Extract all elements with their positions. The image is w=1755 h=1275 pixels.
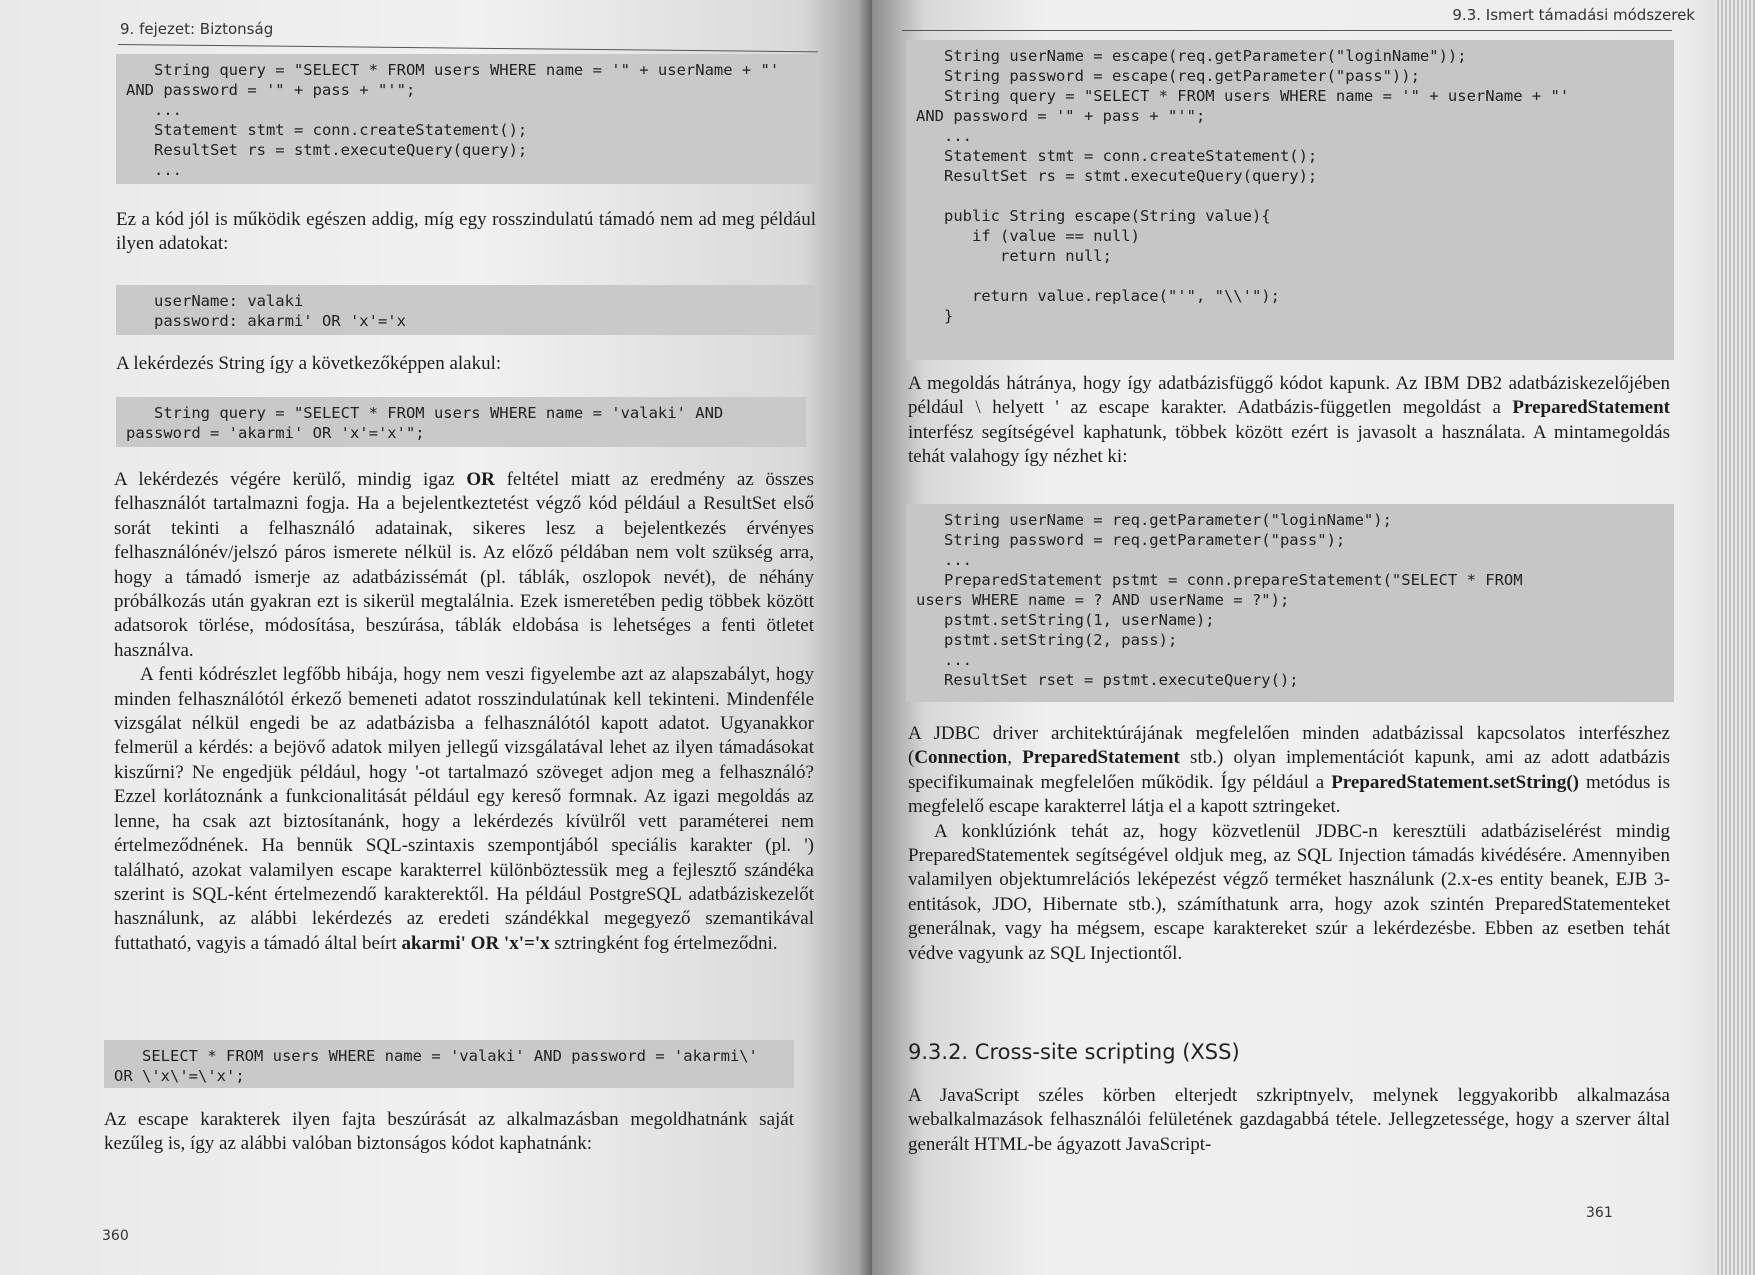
right-code-block-2: String userName = req.getParameter("loginName"); String password = req.getParameter("pass"); ... PreparedStatement pstmt = conn.prepareStatement("SELECT * FROM users WHERE name = ? AND userName = ?"); pstmt.setString(1, userName); pstmt.setString(2, pass); ... ResultSet rset = pstmt.executeQuery();: [906, 504, 1674, 702]
right-para1-post: interfész segítségével kaphatunk, többek között ezért is javasolt a használata. A mintamegoldás tehát valahogy így nézhet ki:: [908, 421, 1670, 468]
section-title: Cross-site scripting (XSS): [974, 1040, 1240, 1064]
right-para2-d: stb.) olyan implementációt kapunk, ami az adott adatbázis specifikumainak megfelelően működik. Így például a: [908, 747, 1670, 793]
left-para4-bold: akarmi' OR 'x'='x: [401, 932, 550, 954]
section-heading: [908, 1040, 1240, 1064]
right-para1-bold: PreparedStatement: [1512, 397, 1670, 419]
right-para2-a: A JDBC driver architektúrájának megfelelően minden adatbázissal kapcsolatos interfészhez (: [908, 723, 1670, 769]
left-paragraph-2-text: A lekérdezés String így a következőképpen alakul:: [116, 353, 502, 374]
left-paragraph-4-text: [114, 663, 814, 956]
right-paragraph-4: [908, 1084, 1670, 1157]
section-number: 9.3.2.: [908, 1040, 969, 1064]
left-paragraph-5: [104, 1108, 794, 1157]
left-paragraph-1: [116, 208, 816, 257]
right-para2-bold-setstring: PreparedStatement.setString(): [1331, 771, 1580, 793]
right-code-block-1: String userName = escape(req.getParameter("loginName")); String password = escape(req.getParameter("pass")); String query = "SELECT * FROM users WHERE name = '" + userName + "' AND password = '" + pass + "'"; ... Statement stmt = conn.createStatement(); ResultSet rs = stmt.executeQuery(query); public String escape(String value){ if (value == null) return null; return value.replace("'", "\\'"); }: [906, 40, 1674, 360]
right-paragraph-2: [908, 722, 1670, 966]
left-para3-bold: OR: [466, 469, 495, 490]
right-para2-e: metódus is megfelelő escape karakterrel látja el a kapott sztringeket.: [908, 771, 1670, 818]
right-paragraph-4-text: A JavaScript széles körben elterjedt szkriptnyelv, melynek leggyakoribb alkalmazása webalkalmazások felhasználói felületének gazdagabbá tétele. Jellegzetessége, hogy a szerver által generált HTML-be ágyazott JavaScript-: [908, 1085, 1670, 1155]
left-para4-pre: A fenti kódrészlet legfőbb hibája, hogy nem veszi figyelembe azt az alapszabályt, hogy minden felhasználótól érkező bemeneti adatot rosszindulatúnak kell tekinteni. Mindenféle vizsgálat nélkül engedi be az adatbázisba a felhasználótól kapott adatot. Ugyanakkor felmerül a kérdés: a bejövő adatok milyen jellegű vizsgálatával lehet az ilyen támadásokat kiszűrni? Ne engedjük például, hogy '-ot tartalmazó szöveget adjon meg a felhasználó? Ezzel korlátoznánk a funkcionalitását például egy kereső formnak. Az igazi megoldás az lenne, ha csak azt biztosítanánk, hogy a lekérdezés kívülről vett paraméterei nem értelmeződnének. Ha bennük SQL-szintaxis szempontjából speciális karakter (pl. ') található, azokat valamilyen escape karakterrel különböztessük meg a fejlesztő szándéka szerint is SQL-ként értelmezendő karakterektől. Ha például PostgreSQL adatbáziskezelőt használunk, az alábbi lekérdezés az eredeti szándékkal megegyező szemantikával futtatható, vagyis a támadó által beírt: [114, 664, 814, 954]
left-paragraph-2: [116, 352, 816, 376]
left-para3-post: feltétel miatt az eredmény az összes felhasználót tartalmazni fogja. Ha a bejelentkeztetést végző kód például a ResultSet első sorát tekinti a felhasználó adatainak, sikeres lesz a bejelentkezés érvényes felhasználónév/jelszó páros ismerete nélkül is. Az előző példában nem volt szükség arra, hogy a támadó ismerje az adatbázissémát (pl. táblák, oszlopok nevét), de néhány próbálkozás után gyakran ezt is sikerül megtalálnia. Ezek ismeretében pedig többek között adatsorok törlése, módosítása, beszúrása, táblák eldobása is lehetséges a fenti ötletet használva.: [114, 469, 814, 661]
left-paragraph-3: [114, 468, 814, 956]
right-para1-pre: A megoldás hátránya, hogy így adatbázisfüggő kódot kapunk. Az IBM DB2 adatbáziskezelőjében például \ helyett ' az escape karakter. Adatbázis-független megoldást a: [908, 373, 1670, 419]
right-running-header: 9.3. Ismert támadási módszerek: [1452, 6, 1695, 24]
page-edges: [1715, 0, 1755, 1275]
left-code-block-1: String query = "SELECT * FROM users WHERE name = '" + userName + "' AND password = '" + pass + "'"; ... Statement stmt = conn.createStatement(); ResultSet rs = stmt.executeQuery(query); ...: [116, 54, 816, 184]
left-code-block-2: userName: valaki password: akarmi' OR 'x'='x: [116, 285, 816, 335]
right-para2-bold-prepared: PreparedStatement: [1022, 747, 1180, 769]
right-paragraph-3-text: A konklúziónk tehát az, hogy közvetlenül JDBC-n keresztüli adatbáziselérést mindig PreparedStatementek segítségével oldjuk meg, az SQL Injection támadás kivédésére. Amennyiben valamilyen objektumrelációs leképezést végző terméket használunk (2.x-es entity beanek, EJB 3-entitások, JDO, Hibernate stb.), számíthatunk arra, hogy azok szintén PreparedStatementeket generálnak, vagy ha mégsem, escape karaktereket szúr a lekérdezésbe. Ebben az esetben tehát védve vagyunk az SQL Injectiontől.: [908, 820, 1670, 964]
right-para2-c: ,: [1007, 747, 1023, 769]
left-para4-post: sztringként fog értelmeződni.: [549, 932, 778, 954]
left-para3-pre: A lekérdezés végére kerülő, mindig igaz: [114, 469, 467, 490]
left-paragraph-3-text: [114, 468, 814, 663]
right-page: [872, 0, 1755, 1275]
left-paragraph-5-text: Az escape karakterek ilyen fajta beszúrását az alkalmazásban megoldhatnánk saját kezűleg is, így az alábbi valóban biztonságos kódot kaphatnánk:: [104, 1109, 794, 1155]
right-para2-bold-connection: Connection: [914, 747, 1008, 769]
left-running-header: 9. fejezet: Biztonság: [120, 20, 274, 38]
right-paragraph-1: [908, 372, 1670, 470]
left-page: [0, 0, 872, 1275]
right-paragraph-1-text: [908, 372, 1670, 470]
right-page-number: 361: [1586, 1205, 1613, 1221]
left-code-block-4: SELECT * FROM users WHERE name = 'valaki' AND password = 'akarmi\' OR \'x\'=\'x';: [104, 1040, 794, 1088]
left-page-number: 360: [102, 1228, 129, 1244]
left-paragraph-1-text: Ez a kód jól is működik egészen addig, míg egy rosszindulatú támadó nem ad meg például ilyen adatokat:: [116, 209, 816, 255]
left-code-block-3: String query = "SELECT * FROM users WHERE name = 'valaki' AND password = 'akarmi' OR 'x'='x'";: [116, 397, 806, 447]
left-header-rule: [118, 44, 818, 52]
right-header-rule: [902, 30, 1672, 31]
right-paragraph-2-text: [908, 722, 1670, 820]
